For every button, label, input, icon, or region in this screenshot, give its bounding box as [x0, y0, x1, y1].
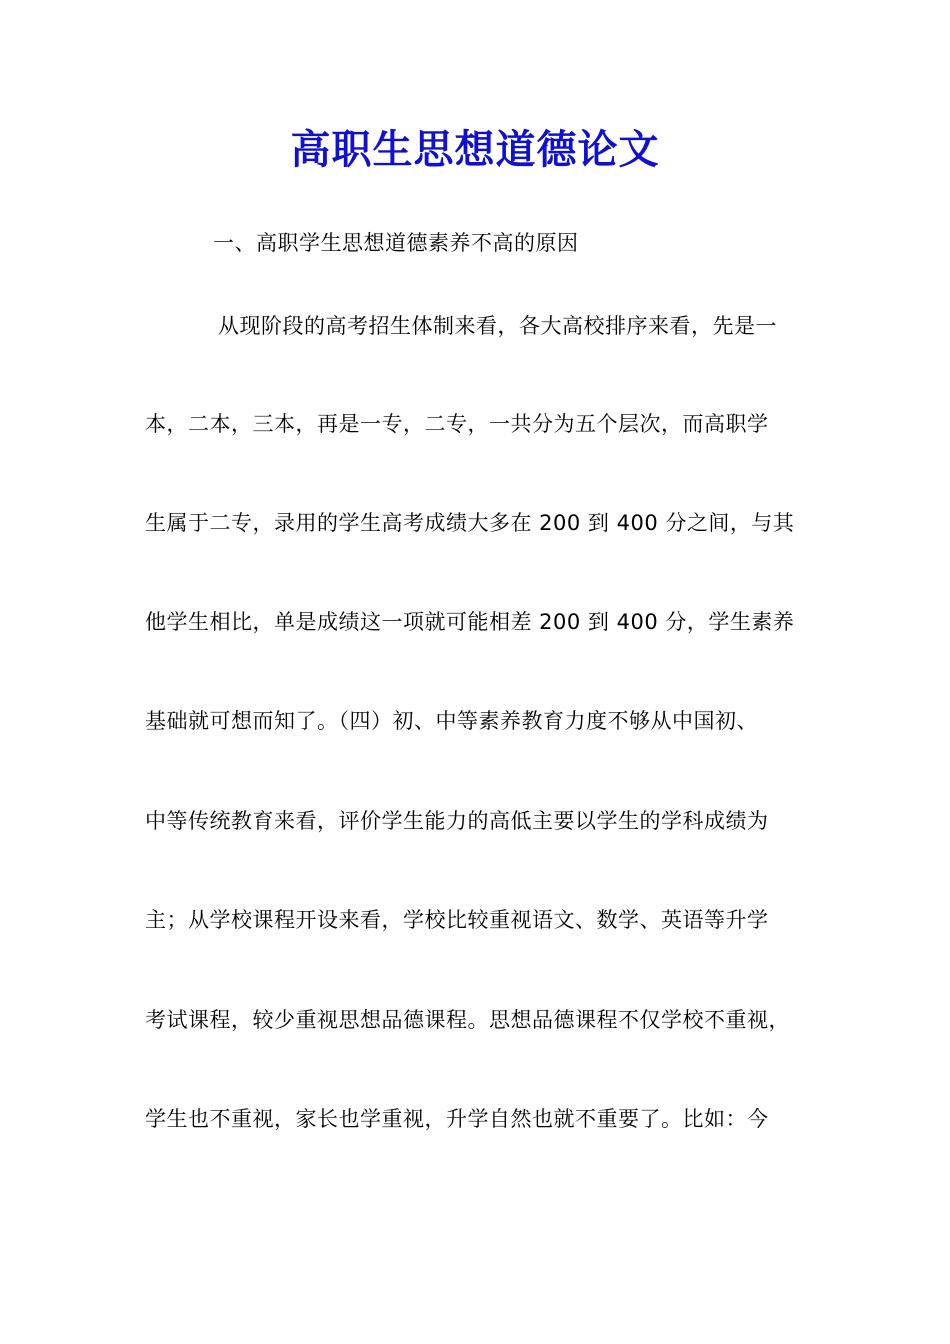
section-heading: 一、高职学生思想道德素养不高的原因 [213, 231, 579, 255]
paragraph-line: 主；从学校课程开设来看，学校比较重视语文、数学、英语等升学 [145, 908, 769, 932]
paragraph-line: 从现阶段的高考招生体制来看，各大高校排序来看，先是一 [218, 314, 777, 338]
paragraph-line: 生属于二专，录用的学生高考成绩大多在 200 到 400 分之间，与其 [145, 511, 795, 535]
paragraph-line: 他学生相比，单是成绩这一项就可能相差 200 到 400 分，学生素养 [145, 610, 795, 634]
paragraph-line: 中等传统教育来看，评价学生能力的高低主要以学生的学科成绩为 [145, 809, 769, 833]
paragraph-line: 学生也不重视，家长也学重视，升学自然也就不重要了。比如：今 [145, 1107, 769, 1131]
paragraph-line: 本，二本，三本，再是一专，二专，一共分为五个层次，而高职学 [145, 412, 769, 436]
document-title: 高职生思想道德论文 [290, 126, 660, 173]
paragraph-line: 基础就可想而知了。（四）初、中等素养教育力度不够从中国初、 [145, 709, 758, 733]
paragraph-line: 考试课程，较少重视思想品德课程。思想品德课程不仅学校不重视， [145, 1008, 790, 1032]
